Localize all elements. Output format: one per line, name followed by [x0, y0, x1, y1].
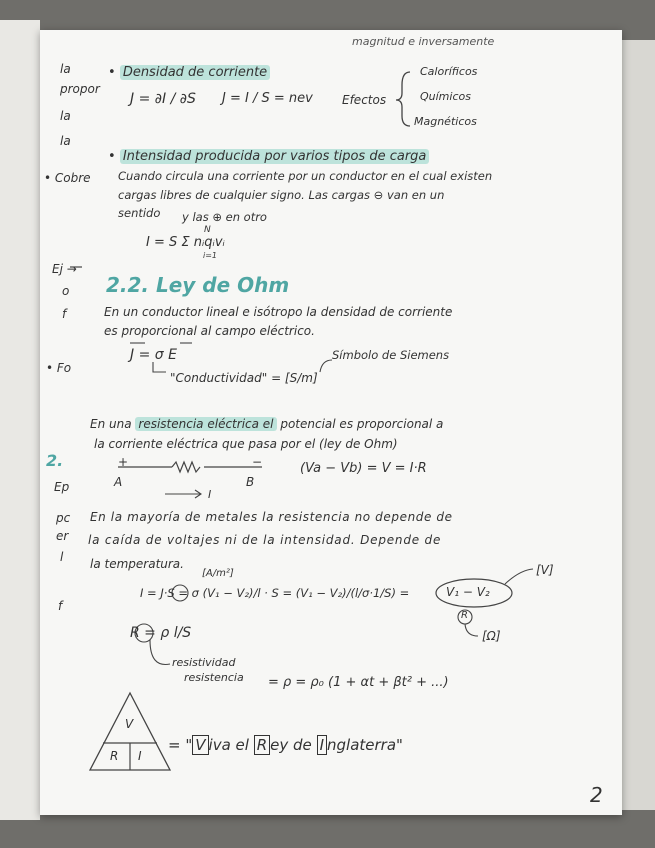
ohm-formula: J = σ E — [130, 347, 177, 363]
formula-j: J = ∂I / ∂S — [130, 91, 196, 107]
circled-r: R — [461, 610, 468, 621]
intensidad-formula: I = S Σ nᵢqᵢvᵢ — [146, 235, 225, 250]
siemens-note: Símbolo de Siemens — [332, 348, 450, 362]
temperatura-line: la caída de voltajes ni de la intensidad. Depende de — [88, 533, 442, 547]
margin-note: • Fo — [46, 361, 72, 375]
triangle-r: R — [110, 749, 119, 763]
densidad-title: Densidad de corriente — [120, 65, 270, 80]
sum-upper-limit: N — [204, 225, 211, 235]
unit-ohm: [Ω] — [482, 629, 501, 643]
boxed-voltage: V₁ − V₂ — [446, 585, 490, 599]
efectos-label: Efectos — [342, 93, 387, 107]
margin-note: • Cobre — [44, 171, 91, 185]
resistencia-highlight: resistencia eléctrica el — [135, 417, 276, 431]
efecto-item: Caloríficos — [420, 65, 478, 78]
mnemonic-word: nglaterra" — [327, 736, 403, 754]
margin-note: Ej → — [52, 262, 77, 276]
temperatura-line: En la mayoría de metales la resistencia no depende de — [90, 510, 453, 524]
resistividad-hook-mark — [150, 640, 170, 665]
top-fragment: magnitud e inversamente — [352, 35, 495, 48]
mnemonic-phrase — [168, 738, 403, 753]
conductividad-hook-mark — [153, 362, 166, 372]
margin-note: f — [58, 599, 63, 613]
margin-note: propor — [60, 82, 100, 96]
margin-note: Ep — [54, 480, 70, 494]
circuit-label-b: B — [246, 475, 255, 489]
mnemonic-word: iva el — [208, 736, 249, 754]
intensidad-line: y las ⊕ en otro — [182, 210, 267, 224]
resistencia-text: potencial es proporcional a — [280, 417, 444, 431]
triangle-v: V — [125, 717, 134, 731]
margin-note: er — [56, 529, 69, 543]
margin-note: l — [60, 550, 64, 564]
intensidad-line: sentido — [118, 206, 161, 220]
circuit-label-a: A — [114, 475, 123, 489]
conductividad-note: "Conductividad" = [S/m] — [170, 371, 318, 385]
mnemonic-word: ey de — [270, 736, 312, 754]
resistencia-text: En una — [90, 417, 132, 431]
section-title-intensidad: • Intensidad producida por varios tipos de carga — [108, 150, 429, 163]
efecto-item: Químicos — [420, 90, 471, 103]
resistencia-label: resistencia — [184, 671, 244, 684]
resistencia-line-1 — [90, 418, 443, 430]
arrow-ohm-mark — [465, 624, 478, 636]
temperatura-line: la temperatura. — [90, 557, 184, 571]
resistividad-label: resistividad — [172, 656, 236, 669]
circuit-minus: − — [252, 455, 263, 469]
brace-mark — [396, 72, 410, 126]
arrow-v-mark — [505, 569, 533, 584]
margin-note: la — [60, 109, 71, 123]
margin-note: 2. — [46, 451, 64, 470]
margin-note: o — [62, 284, 70, 298]
margin-note: la — [60, 62, 71, 76]
page-number: 2 — [590, 783, 603, 807]
formula-intensity: I = J·S = σ (V₁ − V₂)/l · S = (V₁ − V₂)/(l/σ·1/S) = — [140, 586, 410, 600]
mnemonic-box-v: V — [192, 735, 208, 755]
mnemonic-box-r: R — [254, 735, 270, 755]
siemens-arrow-mark — [320, 360, 332, 372]
ohm-line: En un conductor lineal e isótropo la densidad de corriente — [104, 305, 453, 319]
ohm-line: es proporcional al campo eléctrico. — [104, 324, 315, 338]
formula-rho: = ρ = ρ₀ (1 + αt + βt² + ...) — [268, 675, 449, 690]
margin-note: pc — [56, 511, 71, 525]
intensidad-line: cargas libres de cualquier signo. Las cargas ⊖ van en un — [118, 188, 445, 202]
intensidad-line: Cuando circula una corriente por un conductor en el cual existen — [118, 169, 493, 183]
ohm-law-formula: (Va − Vb) = V = I·R — [300, 461, 427, 476]
resistencia-line-2: la corriente eléctrica que pasa por el (ley de Ohm) — [94, 437, 398, 451]
mnemonic-equals: = — [168, 736, 181, 754]
circuit-plus: + — [118, 455, 129, 469]
circuit-current-label: I — [208, 488, 212, 501]
margin-note: la — [60, 134, 71, 148]
efecto-item: Magnéticos — [414, 115, 477, 128]
unit-volt: [V] — [536, 563, 554, 577]
sum-lower-limit: i=1 — [203, 251, 218, 260]
heading-ley-de-ohm: 2.2. Ley de Ohm — [106, 273, 290, 297]
formula-resistance: R = ρ l/S — [130, 625, 192, 641]
resistor-mark — [172, 462, 200, 472]
mnemonic-open-quote: " — [185, 736, 193, 754]
formula-s: J = I / S = nev — [222, 91, 313, 106]
mnemonic-box-i: I — [317, 735, 327, 755]
section-title-densidad: • Densidad de corriente — [108, 66, 270, 79]
intensidad-title: Intensidad producida por varios tipos de carga — [120, 149, 430, 164]
triangle-i: I — [138, 749, 142, 763]
margin-note: f — [62, 307, 67, 321]
units-a-m2: [A/m²] — [202, 568, 234, 579]
